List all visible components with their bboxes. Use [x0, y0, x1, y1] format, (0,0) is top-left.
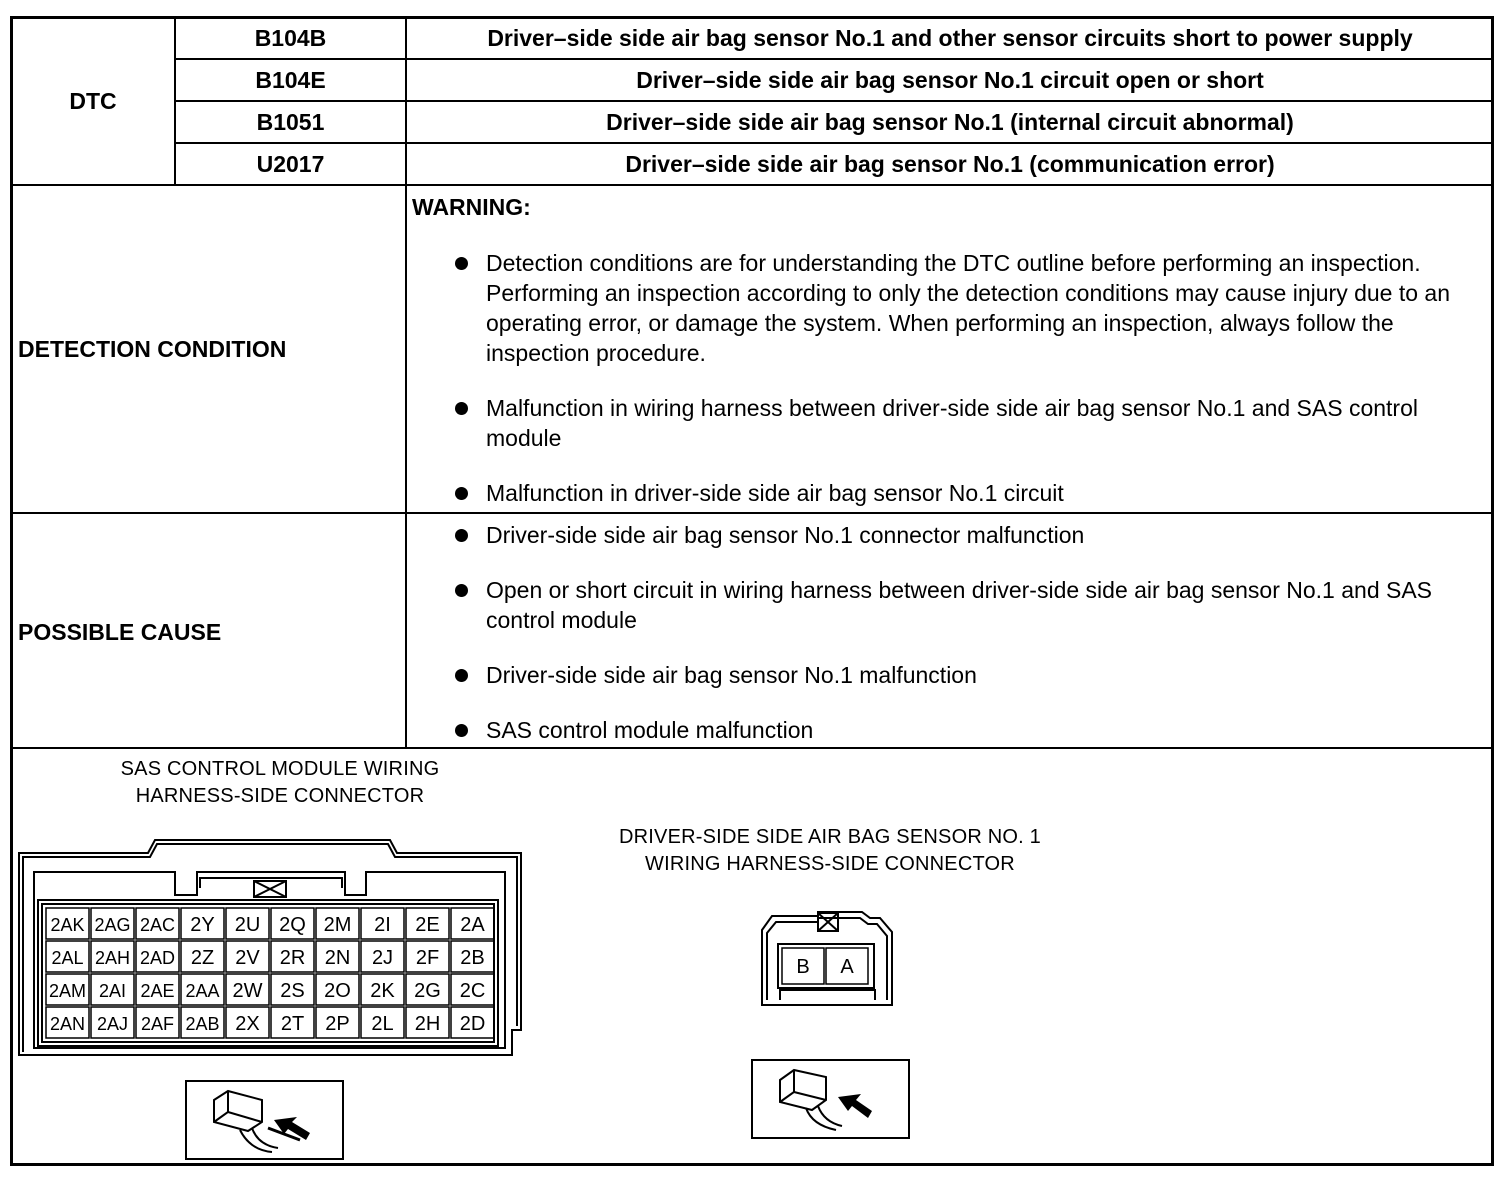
connector-pin-label: 2J [371, 947, 394, 969]
connector-pin-label: 2F [415, 947, 440, 969]
dtc-description: Driver–side side air bag sensor No.1 (communication error) [625, 151, 1275, 177]
list-item-text: Malfunction in driver-side side air bag sensor No.1 circuit [486, 480, 1064, 506]
connector-pin-label: 2I [374, 914, 391, 936]
connector-pin-label: 2AD [139, 948, 176, 968]
list-item-text: SAS control module malfunction [486, 717, 814, 743]
caption-line: HARNESS-SIDE CONNECTOR [135, 785, 425, 807]
connector-pin-label: 2R [279, 947, 306, 969]
dtc-label: DTC [69, 88, 117, 114]
connector-pin-label: 2AM [48, 981, 87, 1001]
connector-pin-label: 2AL [51, 948, 84, 968]
connector-pin-label: 2AK [50, 915, 85, 935]
connector-pin-label: 2AA [185, 981, 220, 1001]
caption-line: WIRING HARNESS-SIDE CONNECTOR [645, 853, 1015, 875]
connector-pin-label: 2Q [279, 914, 306, 936]
connector-pin-label: 2N [324, 947, 351, 969]
connector-pin-label: 2AH [94, 948, 131, 968]
connector-pin-label: 2K [370, 980, 395, 1002]
caption-line: SAS CONTROL MODULE WIRING [120, 758, 440, 780]
connector-pin-label: 2C [459, 980, 486, 1002]
dtc-description: Driver–side side air bag sensor No.1 (internal circuit abnormal) [606, 109, 1294, 135]
connector-pin-label: 2AF [140, 1014, 175, 1034]
connector-pin-label: 2S [280, 980, 305, 1002]
dtc-description: Driver–side side air bag sensor No.1 circuit open or short [636, 67, 1264, 93]
connector-pin-label: 2O [324, 980, 351, 1002]
connector-pin-label: 2E [415, 914, 440, 936]
connector-pin-label: 2AG [94, 915, 131, 935]
connector-pin-label: 2G [414, 980, 441, 1002]
connector-symbol-icon [186, 1081, 343, 1159]
connector-pin-label: 2AJ [96, 1014, 129, 1034]
connector-pin-label: 2T [280, 1013, 305, 1035]
list-item-text: Driver-side side air bag sensor No.1 malfunction [486, 662, 977, 688]
connector-pin-label: 2Y [190, 914, 215, 936]
connector-pin-label: 2AI [98, 981, 127, 1001]
connector-pin-label: 2B [460, 947, 485, 969]
connector-pin-label: B [796, 956, 810, 978]
list-item-text: Malfunction in wiring harness between driver-side side air bag sensor No.1 and SAS control module [486, 395, 1418, 451]
connector-pin-label: 2W [232, 980, 263, 1002]
detection-condition-label: DETECTION CONDITION [18, 336, 287, 362]
dtc-code: U2017 [256, 151, 325, 177]
possible-cause-label: POSSIBLE CAUSE [18, 619, 222, 645]
dtc-code: B104E [255, 67, 326, 93]
connector-pin-label: 2D [459, 1013, 486, 1035]
connector-pin-label: 2L [371, 1013, 394, 1035]
connector-pin-label: 2AB [185, 1014, 220, 1034]
connector-pin-label: 2U [234, 914, 261, 936]
connector-pin-label: 2AN [49, 1014, 86, 1034]
dtc-description: Driver–side side air bag sensor No.1 and other sensor circuits short to power supply [487, 25, 1413, 51]
connector-symbol-icon [752, 1060, 909, 1138]
caption-line: DRIVER-SIDE SIDE AIR BAG SENSOR NO. 1 [619, 826, 1041, 848]
dtc-code: B1051 [256, 109, 325, 135]
arrow-icon [838, 1094, 872, 1118]
list-item-text: Detection conditions are for understanding the DTC outline before performing an inspection. Performing an inspection according to only the detection conditions may cause injury due to an operating error, or damage the system. When performing an inspection, always follow the inspection procedure. [486, 250, 1451, 366]
connector-pin-label: 2AC [139, 915, 176, 935]
connector-pin-label: 2X [235, 1013, 260, 1035]
dtc-code: B104B [254, 25, 327, 51]
connector-pin-label: A [840, 956, 854, 978]
connector-pin-label: 2Z [190, 947, 215, 969]
list-item-text: Open or short circuit in wiring harness between driver-side side air bag sensor No.1 and SAS control module [486, 577, 1433, 633]
connector-pin-label: 2A [460, 914, 485, 936]
connector-pin-label: 2V [235, 947, 260, 969]
connector-pin-label: 2P [325, 1013, 350, 1035]
list-item-text: Driver-side side air bag sensor No.1 connector malfunction [486, 522, 1085, 548]
connector-pin-label: 2AE [140, 981, 175, 1001]
connector-pin-label: 2M [323, 914, 352, 936]
warning-label: WARNING: [412, 194, 531, 220]
connector-pin-label: 2H [414, 1013, 441, 1035]
